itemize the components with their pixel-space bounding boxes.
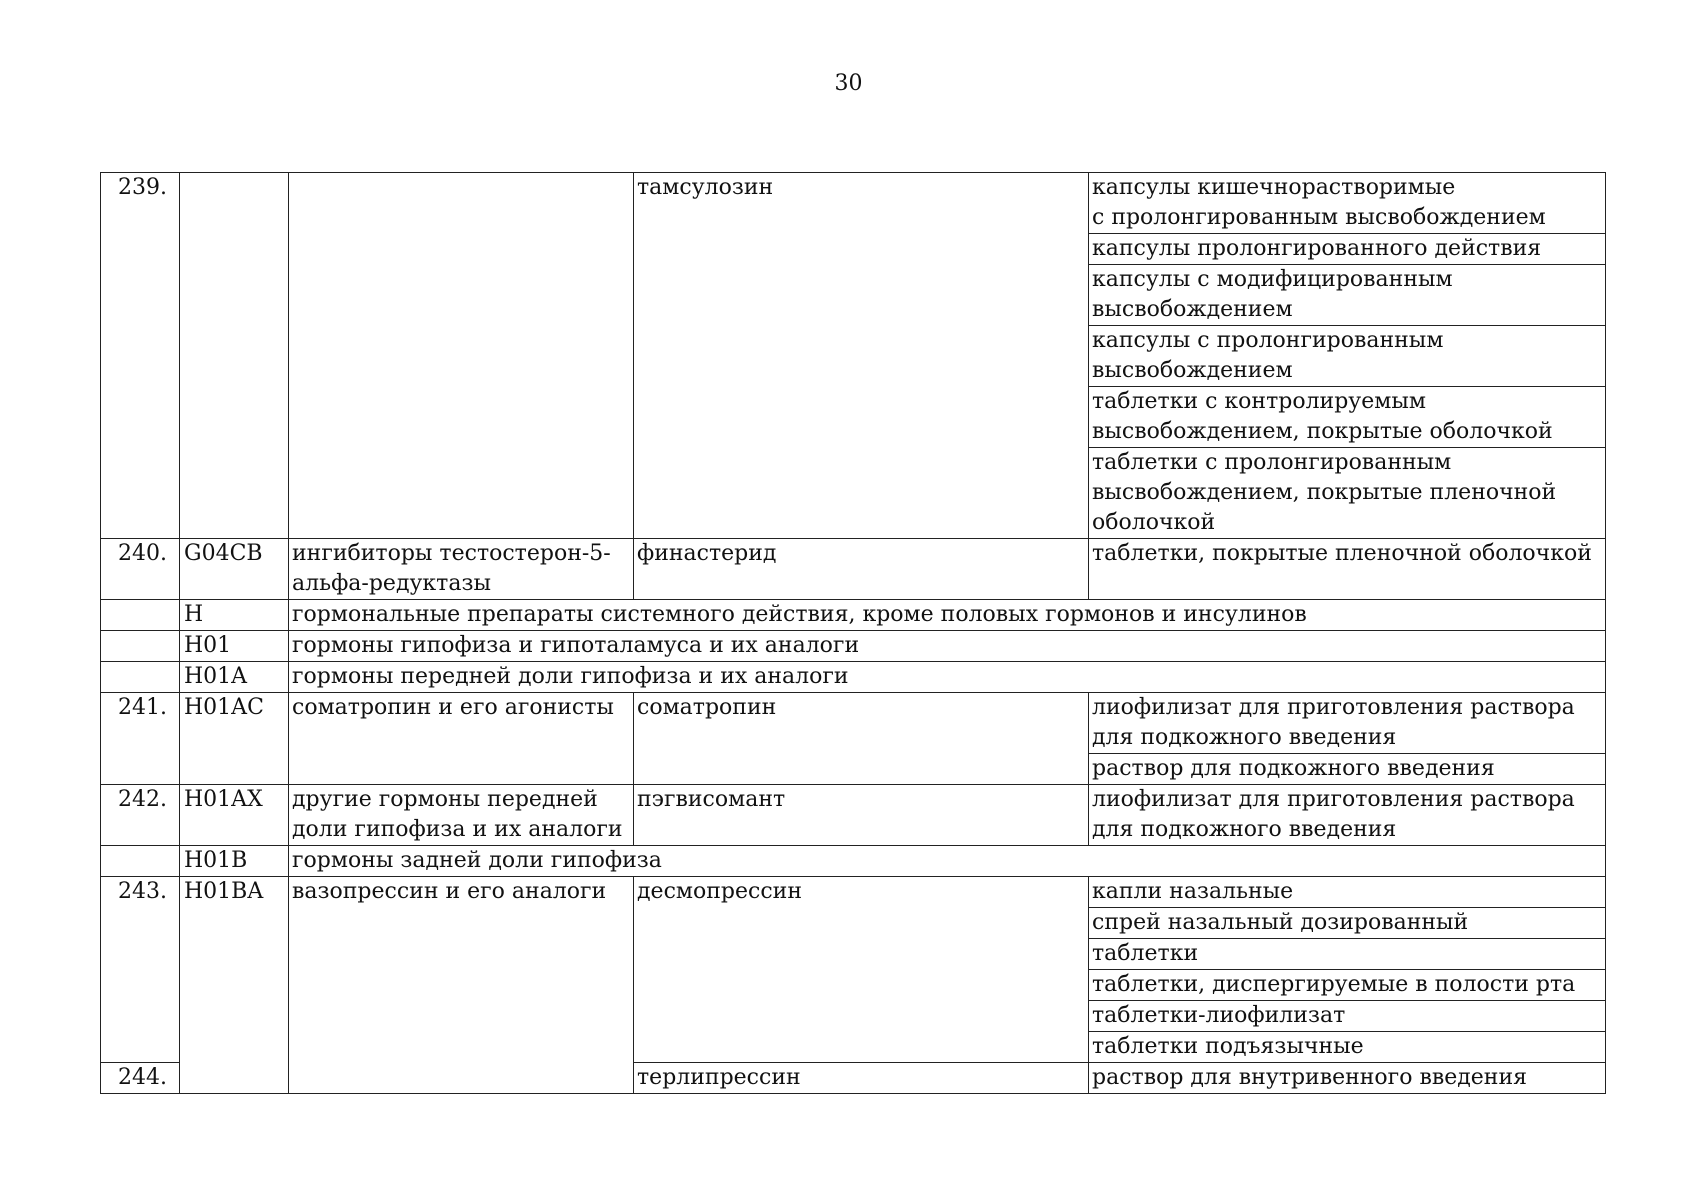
row-number: [101, 846, 180, 877]
dosage-form: таблетки, диспергируемые в полости рта: [1089, 970, 1606, 1001]
atc-code: H01BA: [180, 877, 289, 1094]
dosage-form: лиофилизат для приготовления раствора для подкожного введения: [1089, 785, 1606, 846]
atc-code: H01AX: [180, 785, 289, 846]
row-number: 243.: [101, 877, 180, 1063]
table-row: [101, 631, 1606, 662]
dosage-form: капсулы пролонгированного действия: [1089, 234, 1606, 265]
page-number: 30: [834, 71, 863, 96]
dosage-form: таблетки с пролонгированным высвобождением, покрытые пленочной оболочкой: [1089, 448, 1606, 539]
table-row: [101, 539, 1606, 600]
atc-group: гормоны гипофиза и гипоталамуса и их аналоги: [289, 631, 1606, 662]
atc-code: H01A: [180, 662, 289, 693]
row-number: 240.: [101, 539, 180, 600]
drug-name: терлипрессин: [634, 1063, 1089, 1094]
atc-group: другие гормоны передней доли гипофиза и их аналоги: [289, 785, 634, 846]
table-row: [101, 173, 1606, 234]
drug-name: финастерид: [634, 539, 1089, 600]
atc-group: вазопрессин и его аналоги: [289, 877, 634, 1094]
table-row: [101, 600, 1606, 631]
atc-code: H: [180, 600, 289, 631]
atc-code: H01B: [180, 846, 289, 877]
atc-group: гормональные препараты системного действия, кроме половых гормонов и инсулинов: [289, 600, 1606, 631]
dosage-form: таблетки: [1089, 939, 1606, 970]
row-number: 239.: [101, 173, 180, 539]
atc-code: G04CB: [180, 539, 289, 600]
dosage-form: таблетки, покрытые пленочной оболочкой: [1089, 539, 1606, 600]
drug-name: десмопрессин: [634, 877, 1089, 1063]
atc-group: гормоны передней доли гипофиза и их аналоги: [289, 662, 1606, 693]
drug-name: тамсулозин: [634, 173, 1089, 539]
row-number: [101, 600, 180, 631]
row-number: 244.: [101, 1063, 180, 1094]
table-row: [101, 662, 1606, 693]
drug-list-table: [100, 172, 1606, 1094]
row-number: 242.: [101, 785, 180, 846]
table-row: [101, 785, 1606, 846]
dosage-form: раствор для подкожного введения: [1089, 754, 1606, 785]
dosage-form: капли назальные: [1089, 877, 1606, 908]
atc-group: ингибиторы тестостерон-5- альфа-редуктазы: [289, 539, 634, 600]
atc-code: H01: [180, 631, 289, 662]
row-number: 241.: [101, 693, 180, 785]
dosage-form: капсулы с модифицированным высвобождением: [1089, 265, 1606, 326]
atc-code: H01AC: [180, 693, 289, 785]
table-row: [101, 846, 1606, 877]
dosage-form: спрей назальный дозированный: [1089, 908, 1606, 939]
atc-group: [289, 173, 634, 539]
row-number: [101, 662, 180, 693]
atc-group: гормоны задней доли гипофиза: [289, 846, 1606, 877]
dosage-form: капсулы кишечнорастворимые с пролонгированным высвобождением: [1089, 173, 1606, 234]
dosage-form: капсулы с пролонгированным высвобождением: [1089, 326, 1606, 387]
dosage-form: таблетки подъязычные: [1089, 1032, 1606, 1063]
drug-name: пэгвисомант: [634, 785, 1089, 846]
dosage-form: таблетки-лиофилизат: [1089, 1001, 1606, 1032]
dosage-form: лиофилизат для приготовления раствора для подкожного введения: [1089, 693, 1606, 754]
row-number: [101, 631, 180, 662]
drug-name: соматропин: [634, 693, 1089, 785]
atc-group: соматропин и его агонисты: [289, 693, 634, 785]
dosage-form: раствор для внутривенного введения: [1089, 1063, 1606, 1094]
dosage-form: таблетки с контролируемым высвобождением, покрытые оболочкой: [1089, 387, 1606, 448]
table-row: [101, 693, 1606, 754]
table-row: [101, 877, 1606, 908]
atc-code: [180, 173, 289, 539]
